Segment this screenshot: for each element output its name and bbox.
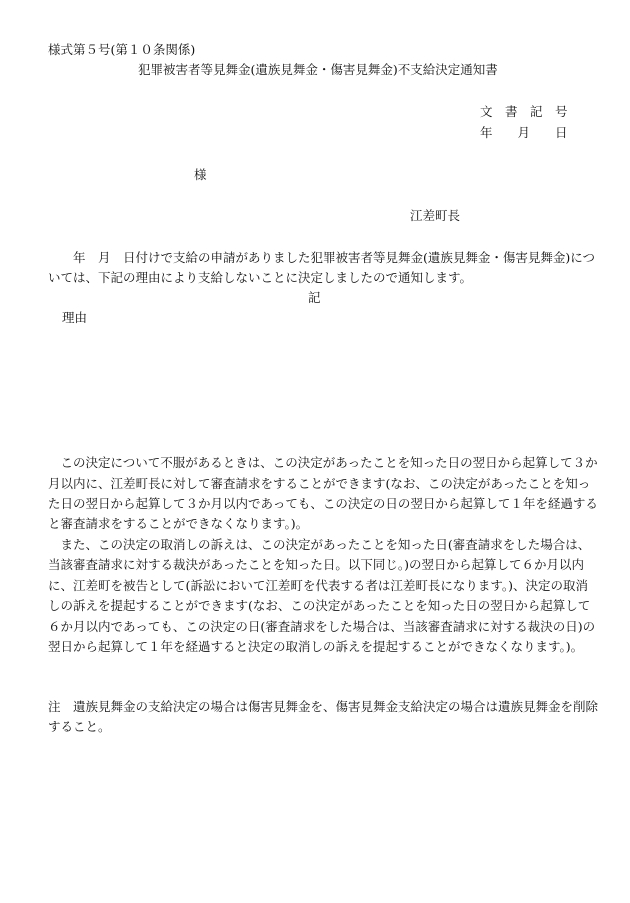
ki-heading: 記 xyxy=(308,290,321,305)
notice-line: た日の翌日から起算して３か月以内であっても、この決定の日の翌日から起算して１年を経過する xyxy=(48,496,598,511)
reason-label: 理由 xyxy=(62,310,88,325)
notice-line: ６か月以内であっても、この決定の日(審査請求をした場合は、当該審査請求に対する裁決の日)の xyxy=(48,619,596,634)
notice-line: 当該審査請求に対する裁決があったことを知った日。以下同じ。)の翌日から起算して６か月以内 xyxy=(48,557,585,572)
sender-name: 江差町長 xyxy=(410,208,461,223)
intro-line-2: いては、下記の理由により支給しないことに決定しましたので通知します。 xyxy=(48,270,473,285)
notice-line: と審査請求をすることができなくなります。)。 xyxy=(48,516,309,531)
document-title: 犯罪被害者等見舞金(遺族見舞金・傷害見舞金)不支給決定通知書 xyxy=(138,62,498,77)
footnote-line-1: 注 遺族見舞金の支給決定の場合は傷害見舞金を、傷害見舞金支給決定の場合は遺族見舞金を削除 xyxy=(48,699,599,714)
footnote-line-2: すること。 xyxy=(48,719,111,734)
date-label: 年 月 日 xyxy=(480,125,568,140)
notice-line: 月以内に、江差町長に対して審査請求をすることができます(なお、この決定があったことを知っ xyxy=(48,476,591,491)
recipient-honorific: 様 xyxy=(194,167,207,182)
intro-line-1: 年 月 日付けで支給の申請がありました犯罪被害者等見舞金(遺族見舞金・傷害見舞金)につ xyxy=(48,250,596,265)
document-number-label: 文 書 記 号 xyxy=(480,104,568,119)
notice-line: 翌日から起算して１年を経過すると決定の取消しの訴えを提起することができなくなります。)。 xyxy=(48,639,584,654)
form-number: 様式第５号(第１０条関係) xyxy=(48,42,196,57)
notice-line: この決定について不服があるときは、この決定があったことを知った日の翌日から起算して３か xyxy=(48,455,598,470)
notice-line: しの訴えを提起することができます(なお、この決定があったことを知った日の翌日から起算して xyxy=(48,598,591,613)
notice-line: また、この決定の取消しの訴えは、この決定があったことを知った日(審査請求をした場合は、 xyxy=(48,537,591,552)
notice-line: に、江差町を被告として(訴訟において江差町を代表する者は江差町長になります。)、決定の取消 xyxy=(48,578,589,593)
